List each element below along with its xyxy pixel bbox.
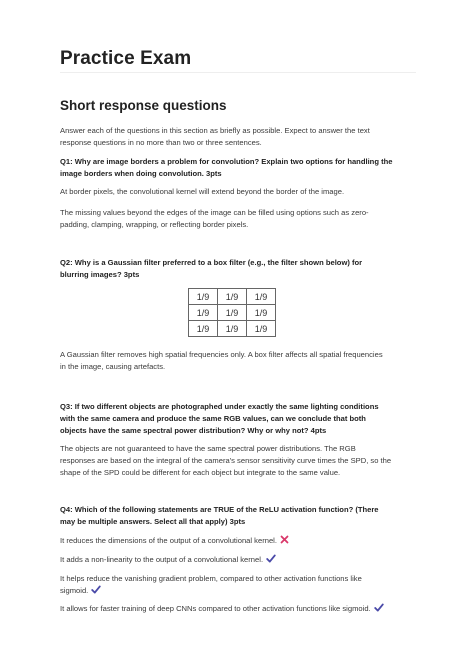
filter-cell: 1/9 bbox=[247, 305, 276, 321]
filter-cell: 1/9 bbox=[189, 305, 218, 321]
check-icon bbox=[266, 554, 276, 567]
q4-option-text: sigmoid. bbox=[60, 586, 89, 595]
q3-question-line: with the same camera and produce the same RGB values, can we conclude that both bbox=[60, 414, 366, 423]
q2-question-line: Q2: Why is a Gaussian filter preferred to a box filter (e.g., the filter shown below) for bbox=[60, 258, 363, 267]
q1-answer-1: At border pixels, the convolutional kernel will extend beyond the border of the image. bbox=[60, 187, 345, 196]
q1-question bbox=[60, 156, 420, 180]
q4-option-text: It reduces the dimensions of the output of a convolutional kernel. bbox=[60, 536, 277, 545]
check-icon bbox=[374, 603, 384, 616]
q4-option-text: It adds a non-linearity to the output of a convolutional kernel. bbox=[60, 555, 264, 564]
intro-line: Answer each of the questions in this section as briefly as possible. Expect to answer the text bbox=[60, 126, 370, 135]
q4-option-text: It allows for faster training of deep CNNs compared to other activation functions like sigmoid. bbox=[60, 604, 371, 613]
filter-cell: 1/9 bbox=[189, 321, 218, 337]
filter-cell: 1/9 bbox=[247, 321, 276, 337]
q3-question bbox=[60, 401, 420, 437]
q1-answer-line: padding, clamping, wrapping, or reflecting border pixels. bbox=[60, 220, 249, 229]
q3-answer-line: The objects are not guaranteed to have the same spectral power distributions. The RGB bbox=[60, 444, 356, 453]
check-icon bbox=[91, 585, 101, 598]
q1-question-line: Q1: Why are image borders a problem for convolution? Explain two options for handling the bbox=[60, 157, 393, 166]
q4-question-line: may be multiple answers. Select all that apply) 3pts bbox=[60, 517, 246, 526]
filter-cell: 1/9 bbox=[218, 289, 247, 305]
filter-row bbox=[189, 305, 276, 321]
cross-icon bbox=[280, 535, 289, 548]
q3-answer-line: responses are based on the integral of the camera's sensor sensitivity curve times the SPD, so the bbox=[60, 456, 392, 465]
q4-option bbox=[60, 603, 424, 616]
filter-cell: 1/9 bbox=[189, 289, 218, 305]
q4-option bbox=[60, 535, 420, 548]
q1-question-line: image borders when doing convolution. 3pts bbox=[60, 169, 222, 178]
box-filter-table bbox=[188, 288, 276, 337]
filter-cell: 1/9 bbox=[218, 321, 247, 337]
q1-answer-2 bbox=[60, 207, 420, 231]
q2-answer-line: in the image, causing artefacts. bbox=[60, 362, 166, 371]
intro-line: response questions in no more than two or three sentences. bbox=[60, 138, 262, 147]
q3-answer bbox=[60, 443, 420, 479]
page-title: Practice Exam bbox=[60, 48, 192, 69]
title-divider bbox=[60, 72, 416, 73]
q2-question-line: blurring images? 3pts bbox=[60, 270, 140, 279]
q2-answer-line: A Gaussian filter removes high spatial frequencies only. A box filter affects all spatial frequencies bbox=[60, 350, 383, 359]
q2-question bbox=[60, 257, 420, 281]
q4-option bbox=[60, 554, 420, 567]
filter-cell: 1/9 bbox=[247, 289, 276, 305]
q1-answer-line: The missing values beyond the edges of the image can be filled using options such as zero- bbox=[60, 208, 369, 217]
q4-question bbox=[60, 504, 420, 528]
q4-option bbox=[60, 573, 420, 598]
q3-question-line: Q3: If two different objects are photographed under exactly the same lighting conditions bbox=[60, 402, 379, 411]
q4-option-text: It helps reduce the vanishing gradient problem, compared to other activation functions like bbox=[60, 574, 362, 583]
section-title: Short response questions bbox=[60, 98, 227, 113]
filter-row bbox=[189, 321, 276, 337]
q3-answer-line: shape of the SPD could be different for each object but integrate to the same value. bbox=[60, 468, 341, 477]
intro-paragraph bbox=[60, 125, 420, 149]
q3-question-line: objects have the same spectral power distribution? Why or why not? 4pts bbox=[60, 426, 327, 435]
q4-question-line: Q4: Which of the following statements are TRUE of the ReLU activation function? (There bbox=[60, 505, 379, 514]
q2-answer bbox=[60, 349, 420, 373]
filter-cell: 1/9 bbox=[218, 305, 247, 321]
filter-row bbox=[189, 289, 276, 305]
